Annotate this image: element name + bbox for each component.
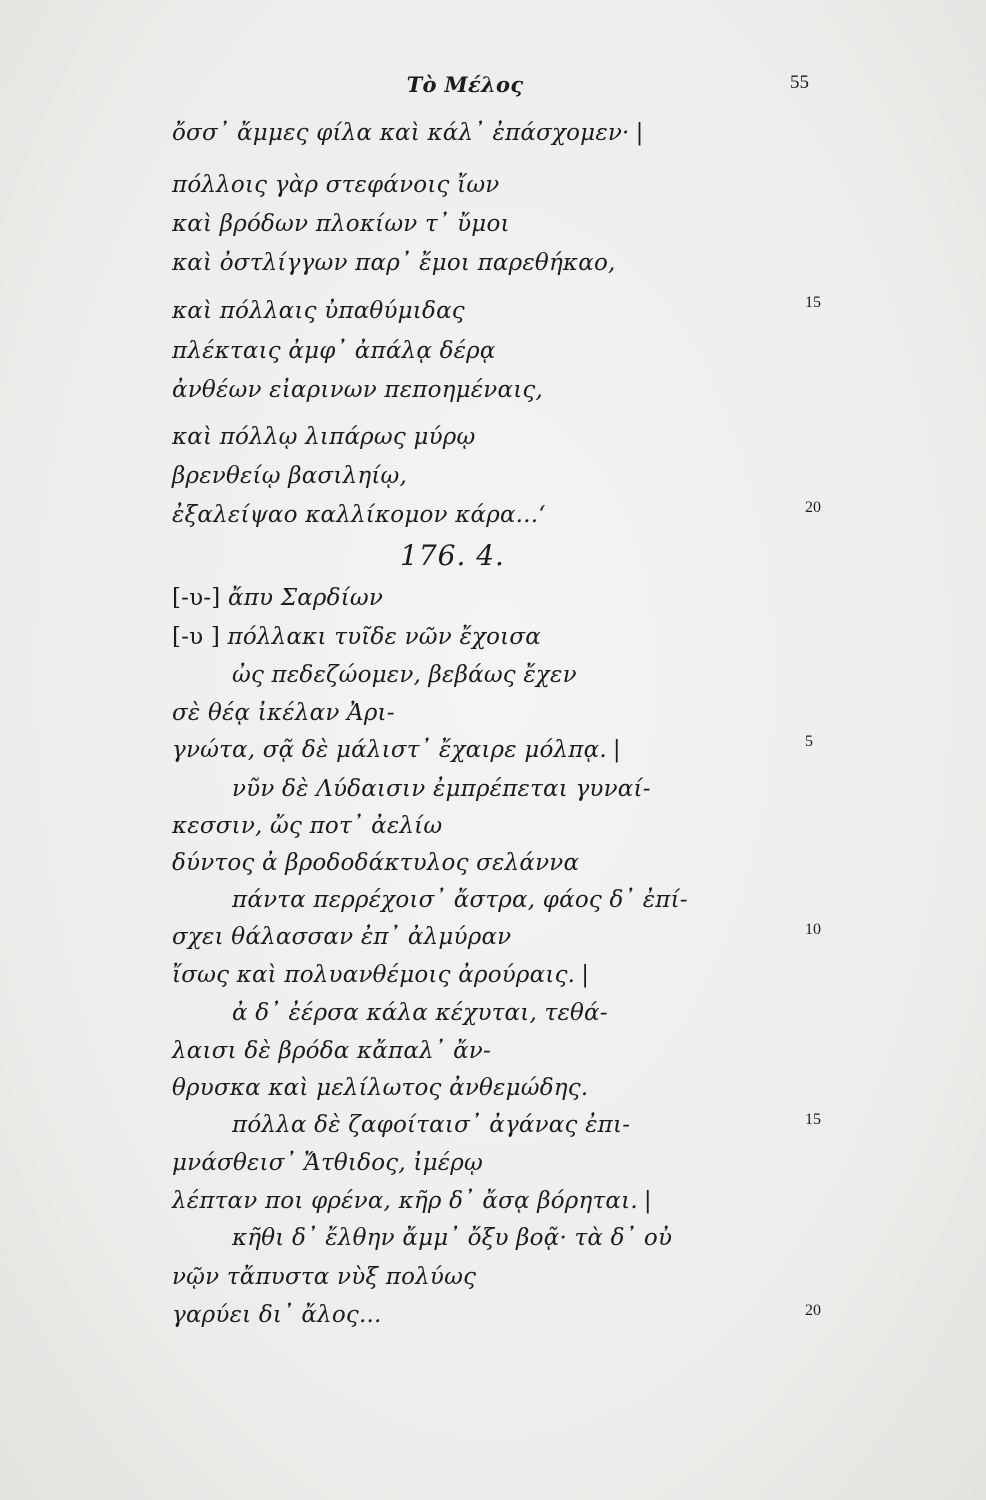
page-number: 55: [790, 72, 809, 93]
poem-line: καὶ πόλλαις ὐπαθύμιδας: [172, 298, 465, 324]
poem-line: πόλλοις γὰρ στεφάνοις ἴων: [172, 172, 500, 198]
poem-line: βρενθείῳ βασιληίῳ,: [172, 463, 408, 489]
poem-line: κῆθι δ᾽ ἔλθην ἄμμ᾽ ὄξυ βοᾷ· τὰ δ᾽ οὐ: [232, 1225, 673, 1251]
poem-line: πλέκταις ἀμφ᾽ ἀπάλᾳ δέρᾳ: [172, 338, 496, 364]
poem-line: ἐξαλείψαο καλλίκομον κάρα...‘: [172, 502, 546, 528]
poem-line: [-υ-] ἄπυ Σαρδίων: [172, 585, 384, 611]
poem-line: ὄσσ᾽ ἄμμες φίλα καὶ κάλ᾽ ἐπάσχομεν· |: [172, 120, 644, 146]
poem-line: κεσσιν, ὤς ποτ᾽ ἀελίω: [172, 813, 443, 839]
line-number: 20: [805, 1302, 821, 1319]
poem-line: σχει θάλασσαν ἐπ᾽ ἀλμύραν: [172, 924, 512, 950]
poem-line: καὶ βρόδων πλοκίων τ᾽ ὔμοι: [172, 211, 510, 237]
poem-line: καὶ πόλλῳ λιπάρως μύρῳ: [172, 424, 476, 450]
poem-line: νῦν δὲ Λύδαισιν ἐμπρέπεται γυναί-: [232, 776, 651, 802]
poem-line: δύντος ἀ βροδοδάκτυλος σελάννα: [172, 850, 580, 876]
poem-line: ἀ δ᾽ ἐέρσα κάλα κέχυται, τεθά-: [232, 1000, 608, 1026]
poem-line: σὲ θέᾳ ἰκέλαν Ἀρι-: [172, 700, 395, 726]
poem-line: ἀνθέων εἰαρινων πεποημέναις,: [172, 377, 544, 403]
poem-line: καὶ ὀστλίγγων παρ᾽ ἔμοι παρεθήκαο,: [172, 250, 616, 276]
poem-line: ὠς πεδεζώομεν, βεβάως ἔχεν: [232, 662, 577, 688]
poem-line: [-υ ] πόλλακι τυῖδε νῶν ἔχοισα: [172, 624, 542, 650]
line-number: 5: [805, 733, 813, 750]
poem-line: λαισι δὲ βρόδα κἄπαλ᾽ ἄν-: [172, 1038, 491, 1064]
poem-line: μνάσθεισ᾽ Ἄτθιδος, ἰμέρῳ: [172, 1150, 483, 1176]
fragment-heading: 176. 4.: [400, 539, 505, 572]
line-number: 15: [805, 294, 821, 311]
line-number: 20: [805, 499, 821, 516]
poem-line: γαρύει δι᾽ ἄλος...: [172, 1302, 382, 1328]
poem-line: ἴσως καὶ πολυανθέμοις ἀρούραις. |: [172, 962, 590, 988]
poem-line: θρυσκα καὶ μελίλωτος ἀνθεμώδης.: [172, 1075, 589, 1101]
poem-line: λέπταν ποι φρένα, κῆρ δ᾽ ἄσᾳ βόρηται. |: [172, 1188, 652, 1214]
poem-line: πάντα περρέχοισ᾽ ἄστρα, φάος δ᾽ ἐπί-: [232, 887, 688, 913]
poem-line: νῷν τἄπυστα νὺξ πολύως: [172, 1264, 477, 1290]
poem-line: γνώτα, σᾷ δὲ μάλιστ᾽ ἔχαιρε μόλπᾳ. |: [172, 737, 621, 763]
line-number: 10: [805, 921, 821, 938]
line-number: 15: [805, 1111, 821, 1128]
poem-line: πόλλα δὲ ζαφοίταισ᾽ ἀγάνας ἐπι-: [232, 1112, 631, 1138]
running-title: Τὸ Μέλος: [406, 72, 524, 97]
